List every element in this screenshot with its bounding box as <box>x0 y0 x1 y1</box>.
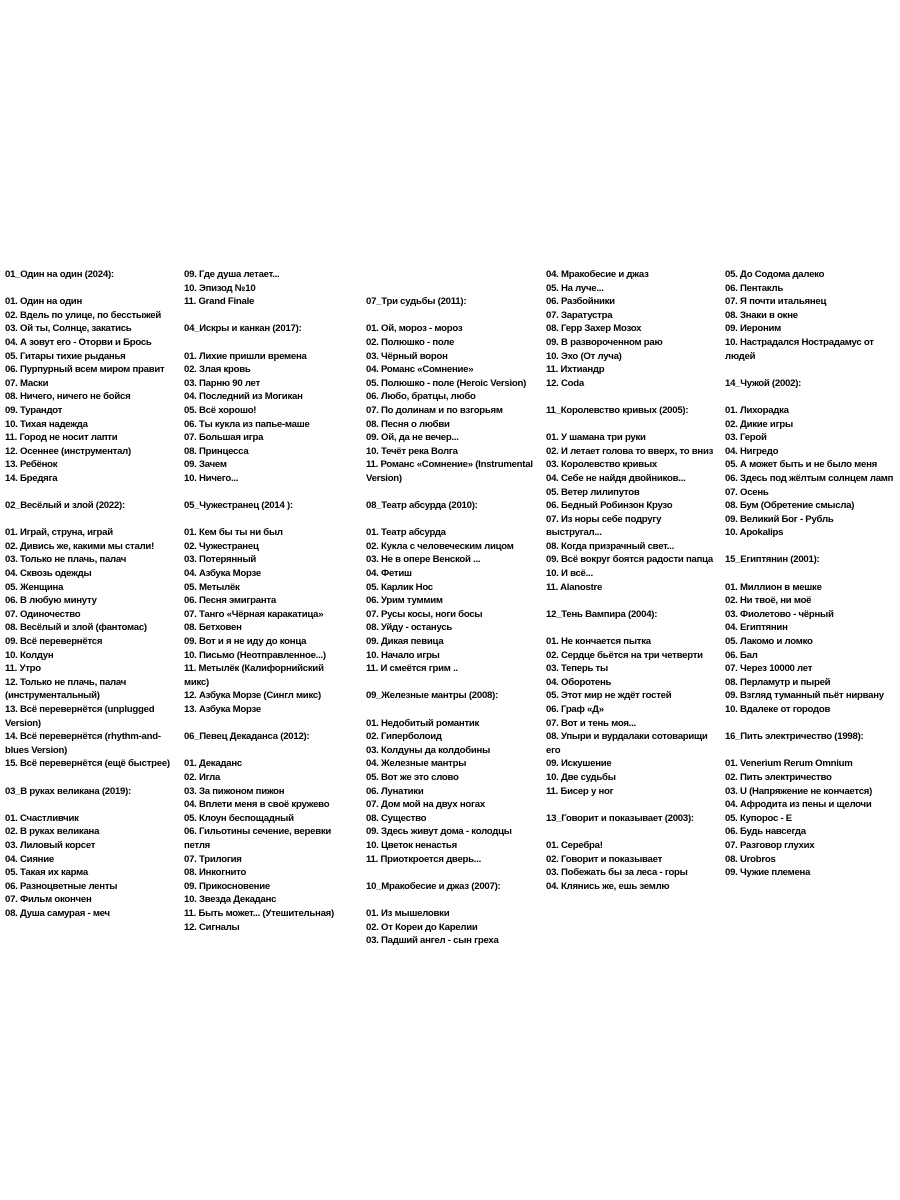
album-title: 13_Говорит и показывает (2003): <box>546 812 694 824</box>
track-item: 01. Не кончается пытка <box>546 636 651 648</box>
album-section <box>184 499 339 717</box>
album-section <box>184 322 339 485</box>
track-item: 02. И летает голова то вверх, то вниз <box>546 445 714 457</box>
track-item: 01. Серебра! <box>546 839 603 851</box>
track-item: 02. Дикие игры <box>725 418 793 430</box>
album-title: 11_Королевство кривых (2005): <box>546 404 689 416</box>
track-item: 07. По долинам и по взгорьям <box>366 404 503 416</box>
track-item: 05. Ветер лилипутов <box>546 486 640 498</box>
track-item: 01. Недобитый романтик <box>366 717 480 729</box>
track-item: 03. Падший ангел - сын греха <box>366 935 499 947</box>
track-item: 04. Клянись же, ешь землю <box>546 880 670 892</box>
track-item: 05. Гитары тихие рыданья <box>5 350 126 362</box>
track-item: 03. Колдуны да колдобины <box>366 744 491 756</box>
track-item: 07. Вот и тень моя... <box>546 717 636 729</box>
album-section <box>546 608 716 798</box>
track-item: 06. Будь навсегда <box>725 826 806 838</box>
album-title: 05_Чужестранец (2014 ): <box>184 500 293 512</box>
track-item: 01. Счастливчик <box>5 812 79 824</box>
album-section <box>546 404 716 594</box>
album-section <box>5 499 175 771</box>
album-title: 14_Чужой (2002): <box>725 377 802 389</box>
track-item: 06. Лунатики <box>366 785 424 797</box>
track-item: 08. Когда призрачный свет... <box>546 540 675 552</box>
track-item: 02. В руках великана <box>5 826 100 838</box>
track-item: 09. Иероним <box>725 323 781 335</box>
track-item: 07. Одиночество <box>5 608 81 620</box>
track-item: 08. Упыри и вурдалаки сотоварищи его <box>546 731 708 756</box>
track-item: 07. Разговор глухих <box>725 839 815 851</box>
track-item: 06. В любую минуту <box>5 595 97 607</box>
track-item: 01. Играй, струна, играй <box>5 527 113 539</box>
track-item: 09. Ой, да не вечер... <box>366 432 459 444</box>
track-item: 03. Теперь ты <box>546 663 608 675</box>
column-4 <box>546 268 716 893</box>
track-item: 06. Пентакль <box>725 282 783 294</box>
track-item: 06. Любо, братцы, любо <box>366 391 476 403</box>
track-item: 02. Вдель по улице, по бесстыжей <box>5 309 162 321</box>
track-item: 08. Бум (Обретение смысла) <box>725 500 855 512</box>
track-item: 13. Ребёнок <box>5 459 58 471</box>
track-list <box>725 581 895 717</box>
track-item: 08. Перламутр и пырей <box>725 676 831 688</box>
track-item: 06. Гильотины сечение, веревки петля <box>184 826 332 851</box>
track-item: 06. Ты кукла из папье-маше <box>184 418 310 430</box>
track-item: 07. Маски <box>5 377 49 389</box>
track-item: 09. Чужие племена <box>725 867 811 879</box>
track-item: 12. Coda <box>546 377 584 389</box>
track-item: 11. Город не носит лапти <box>5 432 118 444</box>
album-title: 08_Театр абсурда (2010): <box>366 500 478 512</box>
tracklist-sheet <box>0 268 900 948</box>
track-item: 09. Взгляд туманный пьёт нирвану <box>725 690 884 702</box>
track-item: 06. Здесь под жёлтым солнцем ламп <box>725 472 894 484</box>
track-item: 11. Ихтиандр <box>546 364 605 376</box>
track-item: 10. Эхо (От луча) <box>546 350 622 362</box>
album-section <box>366 880 541 948</box>
track-item: 06. Бедный Робинзон Крузо <box>546 500 673 512</box>
spacer <box>184 744 339 758</box>
column-2 <box>184 268 339 934</box>
track-item: 07. Танго «Чёрная каракатица» <box>184 608 324 620</box>
track-list <box>184 757 339 934</box>
track-item: 08. Душа самурая - меч <box>5 907 110 919</box>
track-item: 06. Бал <box>725 649 758 661</box>
track-item: 03. Королевство кривых <box>546 459 657 471</box>
track-item: 06. Разбойники <box>546 296 615 308</box>
album-section <box>184 268 339 309</box>
track-item: 08. Существо <box>366 812 427 824</box>
track-item: 08. Герр Захер Мозох <box>546 323 642 335</box>
track-item: 05. Женщина <box>5 581 64 593</box>
track-item: 04. Вплети меня в своё кружево <box>184 799 330 811</box>
track-item: 04. Себе не найдя двойников... <box>546 472 686 484</box>
track-item: 11. Утро <box>5 663 41 675</box>
spacer <box>366 893 541 907</box>
track-item: 11. Метылёк (Калифорнийский микс) <box>184 663 324 688</box>
column-1 <box>5 268 175 921</box>
track-item: 10. Вдалеке от городов <box>725 704 831 715</box>
album-section <box>546 812 716 894</box>
album-title: 09_Железные мантры (2008): <box>366 690 499 702</box>
track-item: 05. До Содома далеко <box>725 269 825 280</box>
track-item: 03. Побежать бы за леса - горы <box>546 867 688 879</box>
track-list <box>725 404 895 540</box>
album-section <box>366 295 541 485</box>
track-item: 04. Нигредо <box>725 445 779 457</box>
track-item: 01. Лихие пришли времена <box>184 350 307 362</box>
track-item: 04. Последний из Могикан <box>184 391 303 403</box>
track-item: 13. Всё перевернётся (unplugged Version) <box>5 704 155 729</box>
track-item: 05. Карлик Нос <box>366 581 433 593</box>
track-list <box>184 526 339 716</box>
track-item: 10. Тихая надежда <box>5 418 88 430</box>
track-item: 05. Лакомо и ломко <box>725 636 813 648</box>
track-item: 03. Лиловый корсет <box>5 839 96 851</box>
track-item: 07. Фильм окончен <box>5 894 92 906</box>
track-item: 11. И смеётся грим .. <box>366 663 458 675</box>
track-list <box>366 322 541 485</box>
track-item: 03. Только не плачь, палач <box>5 554 127 566</box>
album-section <box>725 377 895 540</box>
track-item: 12. Азбука Морзе (Сингл микс) <box>184 690 321 702</box>
track-list <box>184 350 339 486</box>
track-item: 04. Сияние <box>5 853 54 865</box>
track-item: 09. Всё вокруг боятся радости папца <box>546 554 714 566</box>
track-list <box>5 812 175 921</box>
spacer <box>366 513 541 527</box>
track-item: 03. Парню 90 лет <box>184 377 260 389</box>
album-title: 02_Весёлый и злой (2022): <box>5 500 125 512</box>
track-item: 14. Бредяга <box>5 472 58 484</box>
spacer <box>184 513 339 527</box>
track-item: 11. Grand Finale <box>184 296 255 308</box>
track-item: 09. Дикая певица <box>366 636 444 648</box>
track-item: 01. Venerium Rerum Omnium <box>725 758 853 770</box>
track-item: 12. Сигналы <box>184 921 240 933</box>
track-item: 02. Полюшко - поле <box>366 336 455 348</box>
track-item: 05. Всё хорошо! <box>184 404 257 416</box>
album-section <box>5 268 175 486</box>
track-item: 15. Всё перевернётся (ещё быстрее) <box>5 758 170 770</box>
album-section <box>725 268 895 363</box>
track-list <box>184 268 339 309</box>
spacer <box>5 798 175 812</box>
album-section <box>366 689 541 866</box>
track-item: 07. Я почти итальянец <box>725 296 827 308</box>
track-item: 05. Этот мир не ждёт гостей <box>546 690 672 702</box>
track-list <box>546 839 716 893</box>
track-item: 05. Полюшко - поле (Heroic Version) <box>366 377 527 389</box>
column-5 <box>725 268 895 880</box>
track-item: 01. Ой, мороз - мороз <box>366 323 463 335</box>
track-item: 05. Такая их карма <box>5 867 88 879</box>
track-item: 04. Азбука Морзе <box>184 568 261 580</box>
track-item: 02. Говорит и показывает <box>546 853 663 865</box>
track-item: 06. Пурпурный всем миром правит <box>5 364 165 376</box>
track-item: 01. Декаданс <box>184 758 242 770</box>
track-item: 07. Русы косы, ноги босы <box>366 608 483 620</box>
track-item: 10. Цветок ненастья <box>366 839 457 851</box>
track-item: 02. Сердце бьётся на три четверти <box>546 649 703 661</box>
track-item: 11. Бисер у ног <box>546 785 614 797</box>
track-item: 11. Романс «Сомнение» (Instrumental Version) <box>366 459 533 484</box>
track-item: 04. Фетиш <box>366 568 412 580</box>
track-item: 03. U (Напряжение не кончается) <box>725 785 873 797</box>
track-item: 02. Кукла с человеческим лицом <box>366 540 514 552</box>
album-title: 03_В руках великана (2019): <box>5 785 132 797</box>
track-item: 01. Из мышеловки <box>366 907 450 919</box>
track-item: 11. Приоткроется дверь... <box>366 853 482 865</box>
album-section <box>366 499 541 676</box>
track-item: 06. Разноцветные ленты <box>5 880 118 892</box>
track-item: 07. Из норы себе подругу выстругал... <box>546 513 662 539</box>
track-item: 01. Миллион в мешке <box>725 581 822 593</box>
track-item: 01. Кем бы ты ни был <box>184 527 283 539</box>
track-item: 01. У шамана три руки <box>546 432 646 444</box>
track-item: 02. Пить электричество <box>725 771 832 783</box>
track-item: 10. Эпизод №10 <box>184 282 256 294</box>
track-item: 03. Ой ты, Солнце, закатись <box>5 323 132 335</box>
track-item: 04. Мракобесие и джаз <box>546 269 649 280</box>
track-item: 02. Игла <box>184 771 221 783</box>
track-item: 06. Урим туммим <box>366 595 443 607</box>
track-item: 07. Заратустра <box>546 309 613 321</box>
track-item: 10. Письмо (Неотправленное...) <box>184 649 326 661</box>
track-item: 07. Большая игра <box>184 432 264 444</box>
track-item: 10. Звезда Декаданс <box>184 894 277 906</box>
track-list <box>725 757 895 879</box>
track-item: 09. Турандот <box>5 404 63 416</box>
album-section <box>725 553 895 716</box>
album-title: 12_Тень Вампира (2004): <box>546 608 658 620</box>
track-list <box>366 717 541 867</box>
track-item: 02. Злая кровь <box>184 364 251 376</box>
track-item: 06. Песня эмигранта <box>184 595 276 607</box>
track-item: 08. Ничего, ничего не бойся <box>5 391 131 403</box>
track-item: 07. Осень <box>725 486 769 498</box>
track-item: 04. Сквозь одежды <box>5 568 92 580</box>
spacer <box>5 513 175 527</box>
spacer <box>546 418 716 432</box>
track-item: 09. Здесь живут дома - колодцы <box>366 826 512 838</box>
track-list <box>546 268 716 390</box>
album-section <box>546 268 716 390</box>
track-item: 08. Принцесса <box>184 445 249 457</box>
track-item: 09. Вот и я не иду до конца <box>184 636 307 648</box>
track-item: 08. Весёлый и злой (фантомас) <box>5 622 147 634</box>
track-list <box>5 526 175 771</box>
track-item: 03. Герой <box>725 432 767 444</box>
track-item: 02. Ни твоё, ни моё <box>725 595 812 607</box>
track-item: 12. Осеннее (инструментал) <box>5 445 131 457</box>
track-item: 08. Инкогнито <box>184 867 247 879</box>
track-item: 05. Купорос - Е <box>725 812 792 824</box>
spacer <box>366 268 541 282</box>
track-item: 06. Граф «Д» <box>546 704 604 715</box>
track-item: 09. Искушение <box>546 758 612 770</box>
track-item: 04. Египтянин <box>725 622 788 634</box>
track-item: 02. Гиперболоид <box>366 731 442 743</box>
track-item: 09. Зачем <box>184 459 227 471</box>
album-title: 01_Один на один (2024): <box>5 269 114 280</box>
album-section <box>366 268 541 282</box>
track-item: 04. Афродита из пены и щелочи <box>725 799 872 811</box>
track-item: 09. В развороченном раю <box>546 336 663 348</box>
track-list <box>546 431 716 594</box>
track-item: 07. Через 10000 лет <box>725 663 813 675</box>
track-item: 08. Urobros <box>725 853 776 865</box>
track-item: 10. Течёт река Волга <box>366 445 458 457</box>
track-item: 10. Начало игры <box>366 649 440 661</box>
track-item: 10. И всё... <box>546 568 593 580</box>
track-item: 07. Дом мой на двух ногах <box>366 799 485 811</box>
track-item: 13. Азбука Морзе <box>184 704 261 715</box>
track-item: 11. Alanostre <box>546 581 603 593</box>
track-item: 03. Чёрный ворон <box>366 350 448 362</box>
spacer <box>725 567 895 581</box>
track-item: 12. Только не плачь, палач (инструментальный) <box>5 676 127 702</box>
track-item: 05. На луче... <box>546 282 604 294</box>
spacer <box>5 282 175 296</box>
track-item: 08. Бетховен <box>184 622 242 634</box>
track-item: 03. Потерянный <box>184 554 257 566</box>
spacer <box>546 621 716 635</box>
column-3 <box>366 268 541 948</box>
track-item: 02. От Кореи до Карелии <box>366 921 478 933</box>
track-item: 01. Лихорадка <box>725 404 789 416</box>
spacer <box>546 825 716 839</box>
track-item: 11. Быть может... (Утешительная) <box>184 907 334 919</box>
album-title: 04_Искры и канкан (2017): <box>184 323 302 335</box>
track-item: 03. Не в опере Венской ... <box>366 554 481 566</box>
track-list <box>725 268 895 363</box>
track-item: 10. Колдун <box>5 649 54 661</box>
track-item: 08. Знаки в окне <box>725 309 798 321</box>
spacer <box>725 744 895 758</box>
track-item: 05. Вот же это слово <box>366 771 459 783</box>
track-item: 10. Две судьбы <box>546 771 616 783</box>
track-item: 09. Где душа летает... <box>184 269 280 280</box>
track-item: 09. Великий Бог - Рубль <box>725 513 834 525</box>
track-item: 04. А зовут его - Оторви и Брось <box>5 336 152 348</box>
track-item: 08. Уйду - останусь <box>366 622 453 634</box>
spacer <box>366 703 541 717</box>
track-item: 02. Дивись же, какими мы стали! <box>5 540 155 552</box>
album-section <box>725 730 895 880</box>
track-item: 03. Фиолетово - чёрный <box>725 608 834 620</box>
spacer <box>366 309 541 323</box>
track-item: 10. Настрадался Нострадамус от людей <box>725 336 874 362</box>
track-item: 04. Романс «Сомнение» <box>366 364 474 376</box>
track-list <box>5 295 175 485</box>
track-item: 03. За пижоном пижон <box>184 785 285 797</box>
album-title: 10_Мракобесие и джаз (2007): <box>366 880 501 892</box>
track-item: 04. Железные мантры <box>366 758 467 770</box>
track-item: 02. Чужестранец <box>184 540 259 552</box>
track-list <box>366 526 541 676</box>
track-item: 09. Всё перевернётся <box>5 636 103 648</box>
track-list <box>546 635 716 798</box>
spacer <box>184 336 339 350</box>
spacer <box>725 390 895 404</box>
track-list <box>366 907 541 948</box>
track-item: 04. Оборотень <box>546 676 612 688</box>
album-section <box>5 785 175 921</box>
track-item: 08. Песня о любви <box>366 418 450 430</box>
track-item: 05. Метылёк <box>184 581 240 593</box>
track-item: 01. Один на один <box>5 296 82 308</box>
track-item: 07. Трилогия <box>184 853 242 865</box>
album-title: 15_Египтянин (2001): <box>725 554 820 566</box>
track-item: 01. Театр абсурда <box>366 527 446 539</box>
track-item: 10. Ничего... <box>184 472 239 484</box>
track-item: 05. А может быть и не было меня <box>725 459 877 471</box>
album-section <box>184 730 339 934</box>
track-item: 05. Клоун беспощадный <box>184 812 294 824</box>
album-title: 07_Три судьбы (2011): <box>366 296 467 308</box>
track-item: 14. Всё перевернётся (rhythm-and-blues Version) <box>5 731 161 756</box>
album-title: 06_Певец Декаданса (2012): <box>184 731 310 743</box>
track-item: 10. Apokalips <box>725 527 784 539</box>
album-title: 16_Пить электричество (1998): <box>725 731 864 743</box>
track-item: 09. Прикосновение <box>184 880 270 892</box>
